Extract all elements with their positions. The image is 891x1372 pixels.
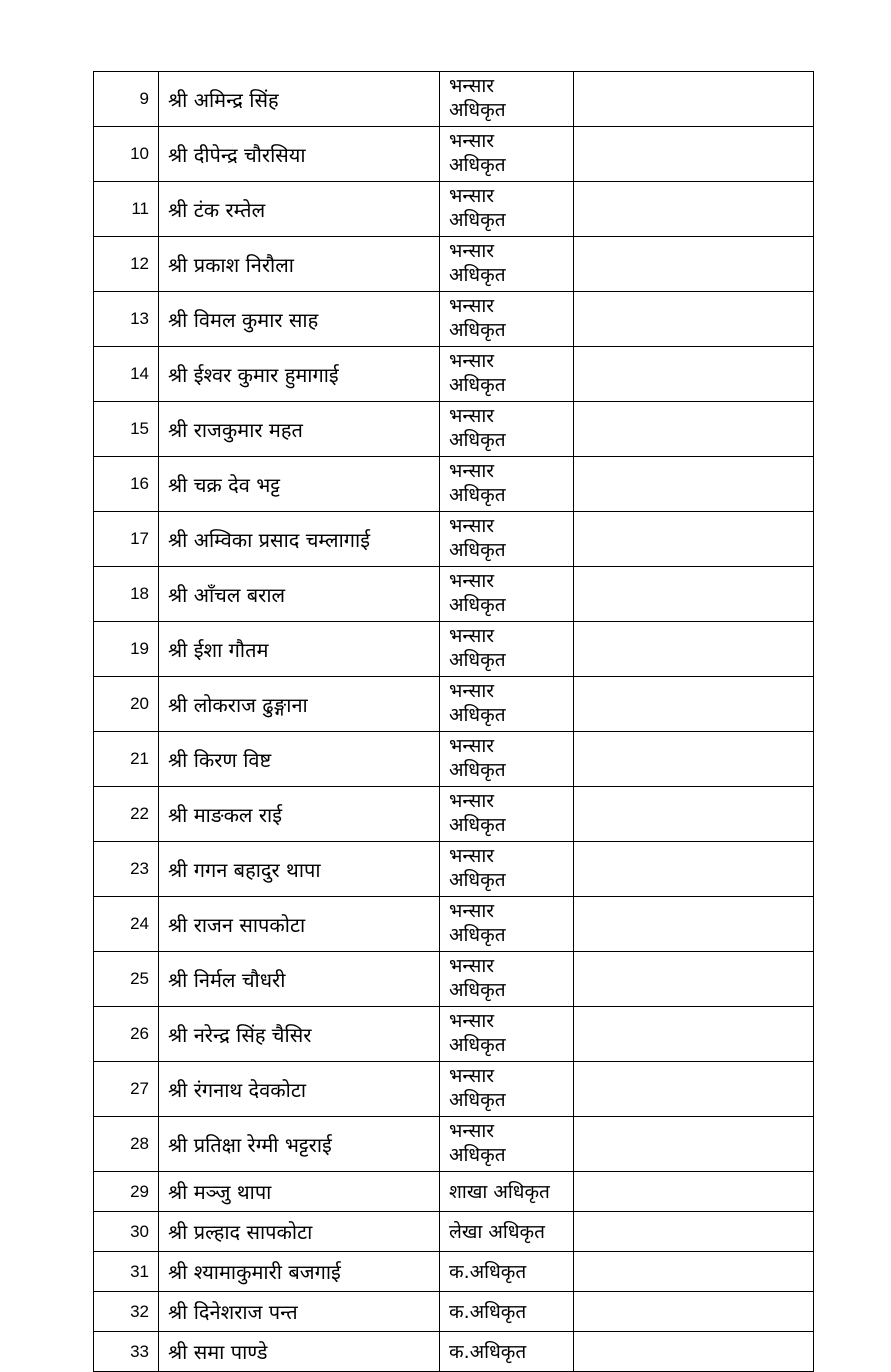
post-label: लेखा अधिकृत: [449, 1220, 545, 1243]
post-label: शाखा अधिकृत: [449, 1180, 550, 1203]
table-row: [94, 567, 814, 622]
post-label: भन्सार अधिकृत: [449, 845, 506, 891]
post-label: भन्सार अधिकृत: [449, 515, 506, 561]
remarks-cell: [574, 1212, 814, 1252]
row-number: 22: [94, 787, 159, 842]
post-label: भन्सार अधिकृत: [449, 185, 506, 231]
table-row: [94, 1252, 814, 1292]
staff-name: श्री गगन बहादुर थापा: [159, 842, 440, 897]
staff-name: श्री चक्र देव भट्ट: [159, 457, 440, 512]
remarks-cell: [574, 292, 814, 347]
post-label: भन्सार अधिकृत: [449, 625, 506, 671]
staff-post: [440, 182, 574, 237]
staff-name: श्री रंगनाथ देवकोटा: [159, 1062, 440, 1117]
staff-name: श्री दीपेन्द्र चौरसिया: [159, 127, 440, 182]
table-row: [94, 842, 814, 897]
row-number: 13: [94, 292, 159, 347]
staff-post: [440, 622, 574, 677]
post-label: भन्सार अधिकृत: [449, 790, 506, 836]
staff-post: [440, 677, 574, 732]
remarks-cell: [574, 127, 814, 182]
table-row: [94, 72, 814, 127]
table-row: [94, 677, 814, 732]
staff-post: [440, 402, 574, 457]
post-label: भन्सार अधिकृत: [449, 900, 506, 946]
staff-name: श्री लोकराज ढुङ्गाना: [159, 677, 440, 732]
remarks-cell: [574, 677, 814, 732]
table-row: [94, 622, 814, 677]
table-row: [94, 402, 814, 457]
table-row: [94, 1292, 814, 1332]
staff-name: श्री मञ्जु थापा: [159, 1172, 440, 1212]
table-row: [94, 897, 814, 952]
remarks-cell: [574, 1062, 814, 1117]
staff-post: [440, 1117, 574, 1172]
staff-post: [440, 1292, 574, 1332]
post-label: भन्सार अधिकृत: [449, 1010, 506, 1056]
staff-post: [440, 567, 574, 622]
table-row: [94, 732, 814, 787]
post-label: भन्सार अधिकृत: [449, 955, 506, 1001]
table-row: [94, 127, 814, 182]
staff-table: [93, 71, 814, 1372]
staff-post: [440, 897, 574, 952]
remarks-cell: [574, 732, 814, 787]
remarks-cell: [574, 842, 814, 897]
row-number: 21: [94, 732, 159, 787]
staff-post: [440, 512, 574, 567]
remarks-cell: [574, 1172, 814, 1212]
table-row: [94, 1117, 814, 1172]
remarks-cell: [574, 402, 814, 457]
staff-post: [440, 732, 574, 787]
post-label: भन्सार अधिकृत: [449, 405, 506, 451]
staff-name: श्री दिनेशराज पन्त: [159, 1292, 440, 1332]
row-number: 9: [94, 72, 159, 127]
row-number: 27: [94, 1062, 159, 1117]
staff-post: [440, 127, 574, 182]
staff-name: श्री राजन सापकोटा: [159, 897, 440, 952]
row-number: 32: [94, 1292, 159, 1332]
post-label: क.अधिकृत: [449, 1300, 527, 1323]
post-label: भन्सार अधिकृत: [449, 460, 506, 506]
post-label: भन्सार अधिकृत: [449, 680, 506, 726]
remarks-cell: [574, 237, 814, 292]
staff-name: श्री राजकुमार महत: [159, 402, 440, 457]
row-number: 23: [94, 842, 159, 897]
row-number: 29: [94, 1172, 159, 1212]
staff-post: [440, 842, 574, 897]
table-row: [94, 237, 814, 292]
row-number: 12: [94, 237, 159, 292]
table-row: [94, 182, 814, 237]
table-row: [94, 347, 814, 402]
post-label: भन्सार अधिकृत: [449, 75, 506, 121]
staff-post: [440, 1212, 574, 1252]
staff-name: श्री अमिन्द्र सिंह: [159, 72, 440, 127]
remarks-cell: [574, 1292, 814, 1332]
remarks-cell: [574, 897, 814, 952]
row-number: 10: [94, 127, 159, 182]
staff-post: [440, 457, 574, 512]
staff-post: [440, 292, 574, 347]
row-number: 11: [94, 182, 159, 237]
row-number: 14: [94, 347, 159, 402]
staff-post: [440, 1252, 574, 1292]
staff-post: [440, 72, 574, 127]
row-number: 17: [94, 512, 159, 567]
table-row: [94, 1332, 814, 1372]
row-number: 31: [94, 1252, 159, 1292]
remarks-cell: [574, 1332, 814, 1372]
staff-post: [440, 347, 574, 402]
remarks-cell: [574, 787, 814, 842]
staff-name: श्री टंक रम्तेल: [159, 182, 440, 237]
row-number: 25: [94, 952, 159, 1007]
row-number: 26: [94, 1007, 159, 1062]
staff-name: श्री ईशा गौतम: [159, 622, 440, 677]
table-row: [94, 457, 814, 512]
row-number: 24: [94, 897, 159, 952]
remarks-cell: [574, 72, 814, 127]
remarks-cell: [574, 347, 814, 402]
remarks-cell: [574, 1252, 814, 1292]
staff-post: [440, 787, 574, 842]
post-label: भन्सार अधिकृत: [449, 295, 506, 341]
staff-name: श्री प्रतिक्षा रेग्मी भट्टराई: [159, 1117, 440, 1172]
staff-name: श्री समा पाण्डे: [159, 1332, 440, 1372]
staff-name: श्री विमल कुमार साह: [159, 292, 440, 347]
staff-name: श्री श्यामाकुमारी बजगाई: [159, 1252, 440, 1292]
table-row: [94, 292, 814, 347]
post-label: क.अधिकृत: [449, 1260, 527, 1283]
remarks-cell: [574, 182, 814, 237]
staff-post: [440, 1007, 574, 1062]
staff-name: श्री किरण विष्ट: [159, 732, 440, 787]
post-label: भन्सार अधिकृत: [449, 1065, 506, 1111]
row-number: 18: [94, 567, 159, 622]
table-row: [94, 787, 814, 842]
staff-name: श्री नरेन्द्र सिंह चैसिर: [159, 1007, 440, 1062]
row-number: 28: [94, 1117, 159, 1172]
row-number: 33: [94, 1332, 159, 1372]
staff-name: श्री प्रकाश निरौला: [159, 237, 440, 292]
post-label: भन्सार अधिकृत: [449, 570, 506, 616]
staff-post: [440, 1172, 574, 1212]
staff-post: [440, 1332, 574, 1372]
staff-name: श्री अम्विका प्रसाद चम्लागाई: [159, 512, 440, 567]
staff-name: श्री माङकल राई: [159, 787, 440, 842]
post-label: भन्सार अधिकृत: [449, 735, 506, 781]
staff-post: [440, 952, 574, 1007]
post-label: क.अधिकृत: [449, 1340, 527, 1363]
table-row: [94, 512, 814, 567]
row-number: 15: [94, 402, 159, 457]
table-row: [94, 1212, 814, 1252]
table-row: [94, 952, 814, 1007]
table-row: [94, 1062, 814, 1117]
remarks-cell: [574, 622, 814, 677]
row-number: 19: [94, 622, 159, 677]
row-number: 16: [94, 457, 159, 512]
staff-post: [440, 237, 574, 292]
staff-name: श्री आँचल बराल: [159, 567, 440, 622]
row-number: 30: [94, 1212, 159, 1252]
post-label: भन्सार अधिकृत: [449, 350, 506, 396]
remarks-cell: [574, 1007, 814, 1062]
staff-table-body: [94, 72, 814, 1372]
row-number: 20: [94, 677, 159, 732]
table-row: [94, 1007, 814, 1062]
post-label: भन्सार अधिकृत: [449, 130, 506, 176]
post-label: भन्सार अधिकृत: [449, 1120, 506, 1166]
staff-name: श्री ईश्वर कुमार हुमागाई: [159, 347, 440, 402]
staff-name: श्री निर्मल चौधरी: [159, 952, 440, 1007]
staff-name: श्री प्रल्हाद सापकोटा: [159, 1212, 440, 1252]
remarks-cell: [574, 457, 814, 512]
post-label: भन्सार अधिकृत: [449, 240, 506, 286]
remarks-cell: [574, 1117, 814, 1172]
remarks-cell: [574, 512, 814, 567]
staff-post: [440, 1062, 574, 1117]
remarks-cell: [574, 952, 814, 1007]
remarks-cell: [574, 567, 814, 622]
table-row: [94, 1172, 814, 1212]
